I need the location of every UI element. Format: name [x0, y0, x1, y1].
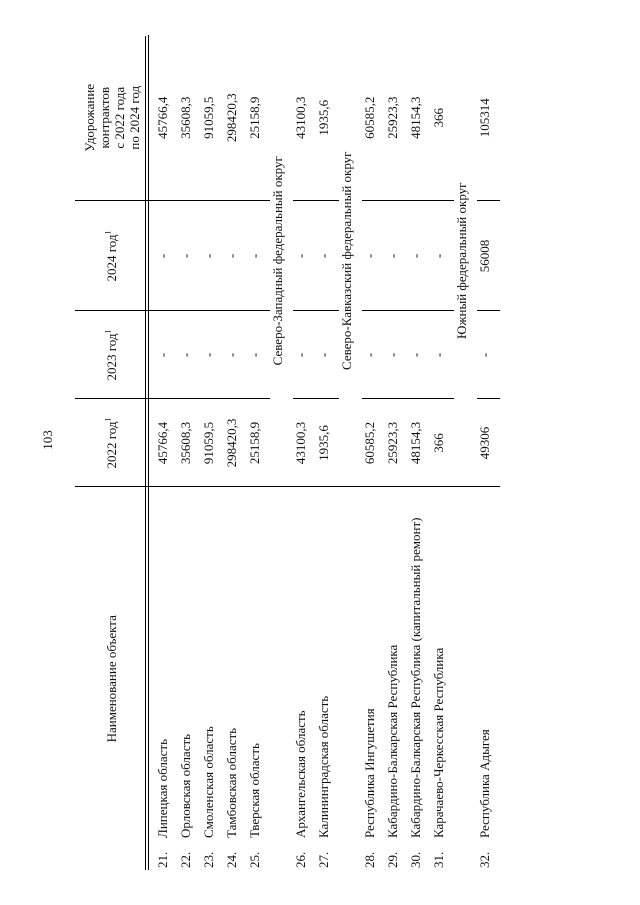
- value-2022: 298420,3: [224, 399, 247, 487]
- value-2024: 56008: [477, 201, 500, 311]
- row-number: 32.: [477, 851, 492, 868]
- value-2023: -: [362, 311, 385, 399]
- value-2023: -: [224, 311, 247, 399]
- value-increase: 298420,3: [224, 93, 239, 143]
- row-number: 29.: [385, 851, 400, 868]
- row-number: 26.: [293, 851, 308, 868]
- row-number: 21.: [155, 851, 170, 868]
- object-name: Смоленская область: [201, 487, 224, 842]
- table-row: [178, 35, 201, 870]
- table-row: [408, 35, 431, 870]
- value-2022: 43100,3: [293, 399, 316, 487]
- row-number: 22.: [178, 851, 193, 868]
- value-2024: -: [408, 201, 431, 311]
- value-2023: -: [431, 311, 454, 399]
- value-2024: -: [385, 201, 408, 311]
- value-2024: -: [316, 201, 339, 311]
- value-increase: 25158,9: [247, 96, 262, 139]
- rotated-table-container: [75, 35, 492, 870]
- row-number: 30.: [408, 851, 423, 868]
- contracts-table: [75, 35, 500, 870]
- value-2022: 48154,3: [408, 399, 431, 487]
- table-row: [247, 35, 270, 870]
- value-2023: -: [201, 311, 224, 399]
- value-increase: 25923,3: [385, 96, 400, 139]
- value-increase: 91059,5: [201, 96, 216, 139]
- value-2023: -: [477, 311, 500, 399]
- table-row: [385, 35, 408, 870]
- header-cost-increase: Удорожание контрактов с 2022 года по 2024 год: [75, 35, 149, 201]
- value-increase: 48154,3: [408, 96, 423, 139]
- value-2022: 45766,4: [149, 399, 179, 487]
- header-object-name: Наименование объекта: [75, 487, 149, 870]
- row-number: 25.: [247, 851, 262, 868]
- value-increase: 1935,6: [316, 99, 331, 136]
- row-number: 24.: [224, 851, 239, 868]
- row-number: 28.: [362, 851, 377, 868]
- value-2022: 25158,9: [247, 399, 270, 487]
- value-2023: -: [408, 311, 431, 399]
- object-name: Тверская область: [247, 487, 270, 842]
- value-increase: 366: [431, 108, 446, 128]
- table-row: [293, 35, 316, 870]
- header-2024: 2024 год$^1$: [75, 201, 149, 311]
- table-bottom-rule: [145, 36, 146, 870]
- table-row: [477, 35, 500, 870]
- value-2023: -: [385, 311, 408, 399]
- table-row: [224, 35, 247, 870]
- object-name: Липецкая область: [149, 487, 179, 842]
- section-north-caucasus: Северо-Кавказский федеральный округ: [339, 151, 354, 371]
- value-increase: 43100,3: [293, 96, 308, 139]
- section-row: [454, 35, 477, 870]
- row-number: 31.: [431, 851, 446, 868]
- value-2024: -: [247, 201, 270, 311]
- value-2022: 366: [431, 399, 454, 487]
- row-number: 27.: [316, 851, 331, 868]
- object-name: Республика Ингушетия: [362, 487, 385, 842]
- object-name: Кабардино-Балкарская Республика: [385, 487, 408, 842]
- value-increase: 35608,3: [178, 96, 193, 139]
- object-name: Тамбовская область: [224, 487, 247, 842]
- object-name: Карачаево-Черкесская Республика: [431, 487, 454, 842]
- value-2024: -: [224, 201, 247, 311]
- value-2024: -: [178, 201, 201, 311]
- value-2024: -: [149, 201, 179, 311]
- section-south: Южный федеральный округ: [454, 182, 469, 339]
- row-number: 23.: [201, 851, 216, 868]
- table-row: [149, 35, 179, 870]
- value-2023: -: [316, 311, 339, 399]
- object-name: Архангельская область: [293, 487, 316, 842]
- value-2024: -: [201, 201, 224, 311]
- object-name: Кабардино-Балкарская Республика (капитальный ремонт): [408, 487, 431, 842]
- page-number: 103: [40, 430, 55, 450]
- value-2024: -: [362, 201, 385, 311]
- object-name: Орловская область: [178, 487, 201, 842]
- value-2023: -: [178, 311, 201, 399]
- section-row: [270, 35, 293, 870]
- header-2022: 2022 год$^1$: [75, 399, 149, 487]
- value-increase: 60585,2: [362, 96, 377, 139]
- value-2023: -: [293, 311, 316, 399]
- table-row: [316, 35, 339, 870]
- value-2023: -: [247, 311, 270, 399]
- value-2022: 1935,6: [316, 399, 339, 487]
- value-increase: 105314: [477, 98, 492, 138]
- value-2022: 35608,3: [178, 399, 201, 487]
- section-row: [339, 35, 362, 870]
- section-northwest: Северо-Западный федеральный округ: [270, 156, 285, 366]
- object-name: Республика Адыгея: [477, 487, 500, 842]
- value-2024: -: [431, 201, 454, 311]
- value-2022: 91059,5: [201, 399, 224, 487]
- value-2022: 25923,3: [385, 399, 408, 487]
- table-row: [362, 35, 385, 870]
- table-row: [431, 35, 454, 870]
- value-2022: 60585,2: [362, 399, 385, 487]
- object-name: Калининградская область: [316, 487, 339, 842]
- value-2023: -: [149, 311, 179, 399]
- header-2023: 2023 год$^1$: [75, 311, 149, 399]
- table-row: [201, 35, 224, 870]
- table-header-row: [75, 35, 149, 870]
- value-increase: 45766,4: [155, 96, 170, 139]
- value-2022: 49306: [477, 399, 500, 487]
- value-2024: -: [293, 201, 316, 311]
